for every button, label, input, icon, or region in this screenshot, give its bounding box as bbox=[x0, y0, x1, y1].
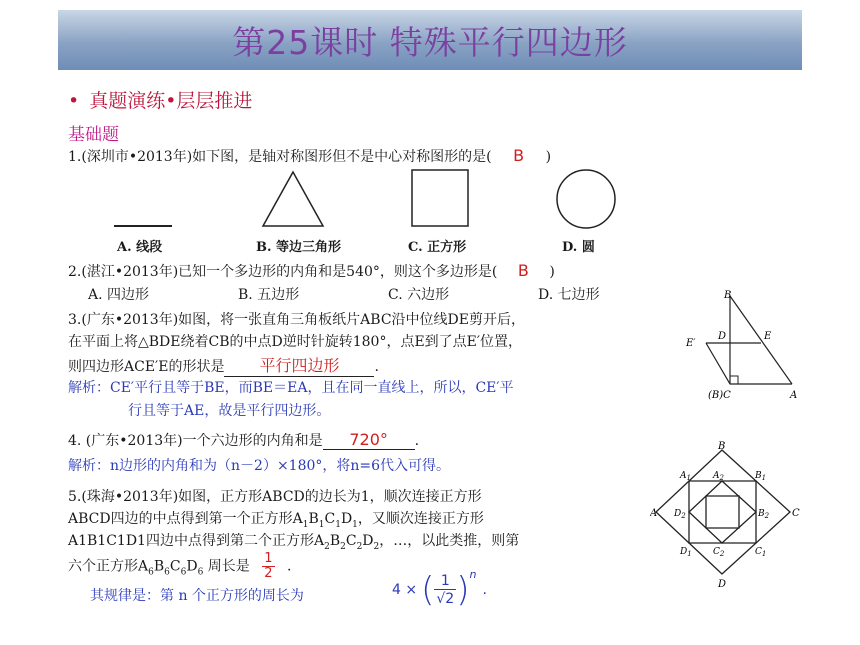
fig3-label-a: A bbox=[790, 390, 798, 401]
fig3-label-bc: (B)C bbox=[708, 390, 731, 401]
q5-line3-text: A1B1C1D1四边中点得到第二个正方形A bbox=[68, 533, 325, 549]
q1-text: 1.(深圳市•2013年)如下图，是轴对称图形但不是中心对称图形的是( bbox=[68, 149, 492, 165]
q1-caption-b: B. 等边三角形 bbox=[256, 240, 342, 255]
q1-shapes bbox=[100, 162, 620, 232]
square-3 bbox=[706, 496, 739, 528]
q2-options bbox=[88, 284, 600, 304]
square-2 bbox=[689, 481, 756, 543]
q3-line3 bbox=[68, 353, 379, 377]
svg-text:B2: $B_2$ bbox=[758, 509, 770, 520]
q2-line bbox=[68, 261, 555, 281]
svg-text:A1: $A_1$ bbox=[680, 471, 691, 482]
shape-square bbox=[412, 170, 468, 226]
q5-line1: 5.(珠海•2013年)如图，正方形ABCD的边长为1，顺次连接正方形 bbox=[68, 489, 482, 505]
q3-end: . bbox=[374, 359, 379, 375]
fig5-label-a: A bbox=[650, 508, 658, 519]
bullet-dot: • bbox=[68, 90, 80, 112]
bullet-heading bbox=[68, 86, 252, 113]
q5-line2-text: ABCD四边的中点得到第一个正方形A bbox=[68, 511, 303, 527]
fig3-label-b: B bbox=[724, 290, 732, 301]
bullet-text: 真题演练•层层推进 bbox=[89, 90, 253, 112]
q3-line1: 3.(广东•2013年)如图，将一张直角三角板纸片ABC沿中位线DE剪开后， bbox=[68, 312, 525, 328]
q4-text: 4. (广东•2013年)一个六边形的内角和是 bbox=[68, 433, 323, 449]
title-bar bbox=[58, 10, 802, 70]
q2-answer: B bbox=[517, 261, 529, 280]
q5-formula bbox=[392, 570, 487, 610]
q5-rule-text: 其规律是：第 n 个正方形的周长为 bbox=[90, 588, 304, 604]
q3-prompt: 则四边形ACE′E的形状是 bbox=[68, 359, 225, 375]
q2-option-d: D. 七边形 bbox=[538, 287, 600, 303]
q3-solution-line1: 解析：CE′平行且等于BE，而BE＝EA，且在同一直线上，所以，CE′平 bbox=[68, 380, 514, 396]
formula-end: . bbox=[482, 582, 487, 598]
q5-figure bbox=[650, 440, 800, 590]
q3-answer: 平行四边形 bbox=[224, 353, 374, 377]
q2-option-b: B. 五边形 bbox=[238, 287, 300, 303]
q5-rule bbox=[90, 585, 304, 605]
q3-solution-line2: 行且等于AE，故是平行四边形。 bbox=[128, 403, 331, 419]
q4-solution: 解析：n边形的内角和为（n－2）×180°，将n=6代入可得。 bbox=[68, 458, 451, 474]
q4-line bbox=[68, 430, 419, 450]
square-1 bbox=[689, 481, 756, 543]
q5-line3: A1B1C1D1四边中点得到第二个正方形$A_2B_2C_2D_2$，…，以此类推，则第 bbox=[68, 533, 520, 552]
q1-caption-d: D. 圆 bbox=[562, 240, 595, 255]
q3-line2: 在平面上将△BDE绕着CB的中点D逆时针旋转180°，点E到了点E′位置， bbox=[68, 334, 523, 350]
fig3-label-e: E bbox=[764, 331, 772, 342]
q1-answer: B bbox=[513, 146, 525, 165]
section-label: 基础题 bbox=[68, 125, 119, 145]
formula-num: 1 bbox=[440, 572, 450, 589]
q3-figure bbox=[680, 286, 810, 404]
q1-close: ) bbox=[545, 149, 552, 165]
q5-answer-fraction bbox=[262, 552, 274, 581]
svg-text:B1: $B_1$ bbox=[755, 471, 767, 482]
formula-coef: 4 × bbox=[392, 582, 418, 598]
fig3-label-d: D bbox=[718, 331, 727, 342]
q2-option-c: C. 六边形 bbox=[388, 287, 450, 303]
fig5-label-c: C bbox=[792, 508, 800, 519]
q4-end: . bbox=[414, 433, 420, 449]
q5-line4-text: 六个正方形A bbox=[68, 558, 149, 575]
q5-line4: 六个正方形$A_6B_6C_6D_6$ 周长是 $\frac{1}{2}$ . bbox=[68, 551, 292, 581]
svg-text:C2: $C_2$ bbox=[713, 547, 725, 558]
q2-option-a: A. 四边形 bbox=[88, 287, 150, 303]
q5-end: . bbox=[286, 558, 292, 575]
fig5-label-d: D bbox=[718, 579, 727, 590]
q5-line2: ABCD四边的中点得到第一个正方形$A_1B_1C_1D_1$，又顺次连接正方形 bbox=[68, 511, 484, 530]
fig5-label-b: B bbox=[718, 441, 726, 452]
q2-text: 2.(湛江•2013年)已知一个多边形的内角和是540°，则这个多边形是( bbox=[68, 264, 498, 280]
q5-line3-end: ，…，以此类推，则第 bbox=[379, 533, 520, 549]
svg-text:D1: $D_1$ bbox=[680, 547, 692, 558]
svg-text:D2: $D_2$ bbox=[674, 509, 686, 520]
fig3-label-eprime: E′ bbox=[686, 338, 696, 349]
formula-den: √2 bbox=[436, 590, 455, 607]
q5-answer-num: 1 bbox=[264, 551, 273, 566]
shape-equilateral-triangle bbox=[263, 172, 323, 226]
svg-text:C1: $C_1$ bbox=[755, 547, 767, 558]
svg-text:A2: $A_2$ bbox=[713, 471, 724, 482]
q2-close: ) bbox=[549, 264, 555, 280]
q1-caption-c: C. 正方形 bbox=[408, 240, 467, 255]
q1-caption-a: A. 线段 bbox=[117, 240, 163, 255]
q5-answer-den: 2 bbox=[264, 566, 273, 581]
page-title: 第25课时 特殊平行四边形 bbox=[232, 22, 628, 62]
shape-circle bbox=[557, 170, 615, 228]
formula-exp: n bbox=[469, 568, 477, 581]
q4-answer: 720° bbox=[323, 430, 415, 450]
q5-line2-end: ，又顺次连接正方形 bbox=[357, 511, 484, 527]
q5-line4-mid: 周长是 bbox=[207, 558, 250, 575]
formula-rparen: ) bbox=[456, 570, 470, 610]
formula-lparen: ( bbox=[421, 570, 435, 610]
